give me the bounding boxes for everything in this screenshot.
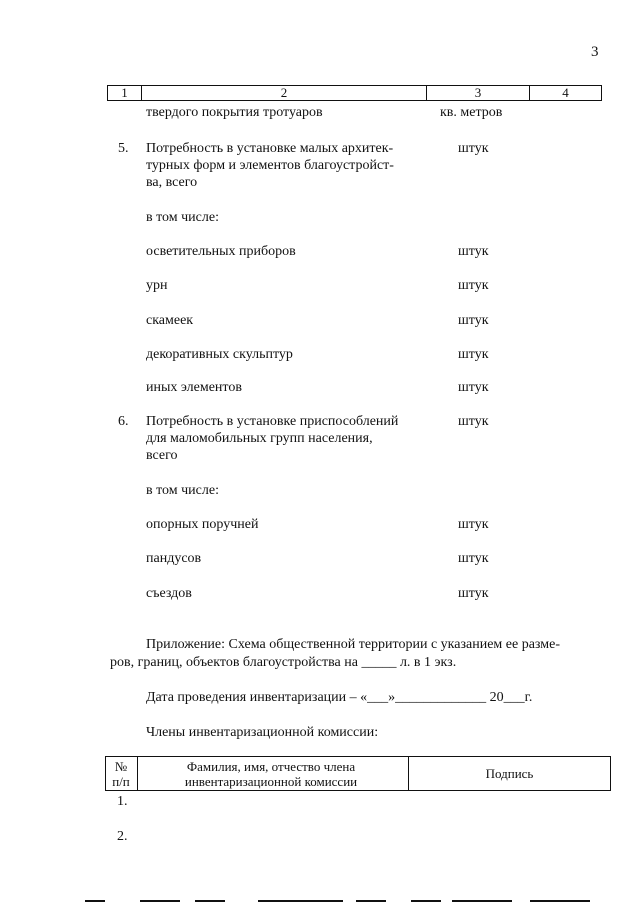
column-number-1: 1 xyxy=(121,85,128,100)
column-divider xyxy=(137,757,138,790)
item-6-unit: штук xyxy=(458,414,489,429)
column-header-number: № п/п xyxy=(112,759,130,789)
column-header-full-name: Фамилия, имя, отчество члена инвентаризационной комиссии xyxy=(184,759,358,789)
item-5-row-name: скамеек xyxy=(146,313,194,328)
appendix-line-2: ров, границ, объектов благоустройства на _____ л. в 1 экз. xyxy=(110,655,457,670)
item-5-row-unit: штук xyxy=(458,347,489,362)
item-6-row-unit: штук xyxy=(458,517,489,532)
item-5-including-label: в том числе: xyxy=(146,210,219,225)
item-5-row-name: осветительных приборов xyxy=(146,244,296,259)
item-6-line-3: всего xyxy=(146,448,178,463)
cropped-table-border xyxy=(140,900,180,902)
cropped-table-border xyxy=(258,900,343,902)
item-5-unit: штук xyxy=(458,141,489,156)
item-5-line-2: турных форм и элементов благоустройст- xyxy=(146,158,394,173)
item-5-row-unit: штук xyxy=(458,244,489,259)
column-number-header xyxy=(107,85,602,101)
item-6-row-name: опорных поручней xyxy=(146,517,259,532)
column-header-signature: Подпись xyxy=(485,766,534,781)
item-6-including-label: в том числе: xyxy=(146,483,219,498)
cropped-table-border xyxy=(85,900,105,902)
item-6-row-name: съездов xyxy=(146,586,192,601)
cropped-table-border xyxy=(530,900,590,902)
item-6-line-2: для маломобильных групп населения, xyxy=(146,431,373,446)
item-6-row-name: пандусов xyxy=(146,551,202,566)
item-5-row-name: иных элементов xyxy=(146,380,242,395)
inventory-date: Дата проведения инвентаризации – «___»_____________ 20___г. xyxy=(146,690,533,705)
continuation-row-unit: кв. метров xyxy=(440,105,503,120)
item-6-number: 6. xyxy=(118,414,129,429)
item-5-row-name: декоративных скульптур xyxy=(146,347,293,362)
item-5-row-unit: штук xyxy=(458,278,489,293)
item-5-line-3: ва, всего xyxy=(146,175,198,190)
page-number: 3 xyxy=(591,44,599,60)
continuation-row-name: твердого покрытия тротуаров xyxy=(146,105,323,120)
appendix-line-1: Приложение: Схема общественной территории с указанием ее разме- xyxy=(146,637,560,652)
column-number-3: 3 xyxy=(474,85,482,100)
cropped-table-border xyxy=(195,900,225,902)
item-6-line-1: Потребность в установке приспособлений xyxy=(146,414,399,429)
commission-title: Члены инвентаризационной комиссии: xyxy=(146,725,379,740)
column-number-2: 2 xyxy=(280,85,288,100)
item-5-row-unit: штук xyxy=(458,380,489,395)
item-5-row-name: урн xyxy=(146,278,168,293)
member-row-number: 2. xyxy=(117,829,128,844)
item-5-row-unit: штук xyxy=(458,313,489,328)
item-6-row-unit: штук xyxy=(458,586,489,601)
commission-members-table xyxy=(105,756,611,791)
cropped-table-border xyxy=(411,900,441,902)
cropped-table-border xyxy=(356,900,386,902)
item-5-number: 5. xyxy=(118,141,129,156)
item-5-line-1: Потребность в установке малых архитек- xyxy=(146,141,394,156)
cropped-table-border xyxy=(452,900,512,902)
member-row-number: 1. xyxy=(117,794,128,809)
item-6-row-unit: штук xyxy=(458,551,489,566)
column-number-4: 4 xyxy=(562,85,569,100)
